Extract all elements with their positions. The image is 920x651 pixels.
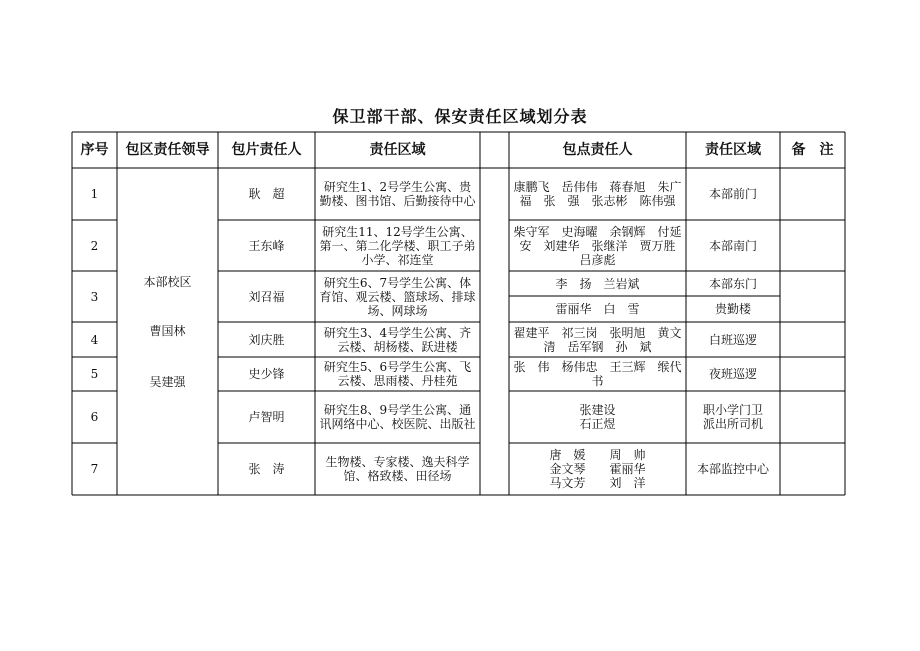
row-seq: 4 bbox=[90, 332, 99, 347]
row-owner: 刘召福 bbox=[248, 289, 285, 304]
point-zone: 本部监控中心 bbox=[696, 462, 769, 476]
point-people: 张 伟 杨伟忠 王三辉 缑代书 bbox=[513, 360, 682, 388]
row-owner: 史少锋 bbox=[248, 367, 285, 381]
leader-name-2: 吴建强 bbox=[149, 375, 186, 389]
header-area-owner: 包片责任人 bbox=[231, 142, 302, 158]
row-zone: 研究生5、6号学生公寓、飞云楼、思雨楼、丹桂苑 bbox=[323, 360, 472, 388]
point-zone: 夜班巡逻 bbox=[708, 367, 757, 381]
row-seq: 7 bbox=[90, 462, 99, 476]
leader-campus: 本部校区 bbox=[143, 275, 192, 289]
header-zone: 责任区域 bbox=[369, 142, 426, 158]
point-people: 唐 媛 周 帅 金文琴 霍丽华 马文芳 刘 洋 bbox=[549, 448, 646, 490]
row-owner: 张 涛 bbox=[248, 462, 285, 476]
row-seq: 1 bbox=[90, 187, 99, 201]
point-zone: 本部南门 bbox=[708, 238, 757, 253]
leader-name-1: 曹国林 bbox=[149, 324, 186, 338]
header-zone2: 责任区域 bbox=[705, 142, 761, 158]
row-zone: 研究生3、4号学生公寓、齐云楼、胡杨楼、跃进楼 bbox=[323, 325, 472, 354]
point-people: 柴守军 史海曜 余钢辉 付延安 刘建华 张继洋 贾万胜 吕彦彪 bbox=[513, 224, 688, 267]
header-leader: 包区责任领导 bbox=[125, 142, 210, 158]
row-owner: 王东峰 bbox=[248, 238, 285, 253]
row-zone: 研究生1、2号学生公寓、贵勤楼、图书馆、后勤接待中心 bbox=[319, 180, 476, 208]
row-zone: 研究生6、7号学生公寓、体育馆、观云楼、篮球场、排球场、网球场 bbox=[319, 275, 476, 318]
row-zone: 研究生11、12号学生公寓、第一、第二化学楼、职工子弟小学、祁连堂 bbox=[319, 224, 476, 267]
point-zone: 贵勤楼 bbox=[714, 302, 751, 316]
row-seq: 5 bbox=[90, 367, 99, 381]
point-zone: 白班巡逻 bbox=[708, 332, 757, 347]
row-seq: 2 bbox=[90, 238, 99, 253]
row-seq: 6 bbox=[90, 410, 99, 424]
point-people: 翟建平 祁三岗 张明旭 黄文清 岳军钢 孙 斌 bbox=[513, 325, 682, 354]
row-owner: 卢智明 bbox=[248, 410, 285, 424]
header-seq: 序号 bbox=[80, 142, 109, 158]
row-zone: 研究生8、9号学生公寓、通讯网络中心、校医院、出版社 bbox=[319, 403, 476, 431]
point-zone: 职小学门卫 派出所司机 bbox=[702, 403, 763, 431]
point-people: 李 扬 兰岩斌 bbox=[555, 276, 640, 291]
page-title: 保卫部干部、保安责任区域划分表 bbox=[332, 107, 588, 126]
point-people: 张建设 石正煜 bbox=[579, 403, 616, 431]
header-remarks: 备 注 bbox=[791, 142, 834, 158]
row-seq: 3 bbox=[90, 289, 99, 304]
leader-cell bbox=[117, 168, 218, 495]
point-zone: 本部前门 bbox=[708, 187, 757, 201]
point-people: 雷丽华 白 雪 bbox=[555, 302, 640, 316]
row-owner: 刘庆胜 bbox=[248, 332, 285, 347]
row-owner: 耿 超 bbox=[248, 187, 285, 201]
row-zone: 生物楼、专家楼、逸夫科学馆、格致楼、田径场 bbox=[325, 455, 470, 483]
point-people: 康鹏飞 岳伟伟 蒋春旭 朱广福 张 强 张志彬 陈伟强 bbox=[513, 180, 682, 208]
header-point-owner: 包点责任人 bbox=[562, 142, 633, 158]
point-zone: 本部东门 bbox=[708, 276, 757, 291]
